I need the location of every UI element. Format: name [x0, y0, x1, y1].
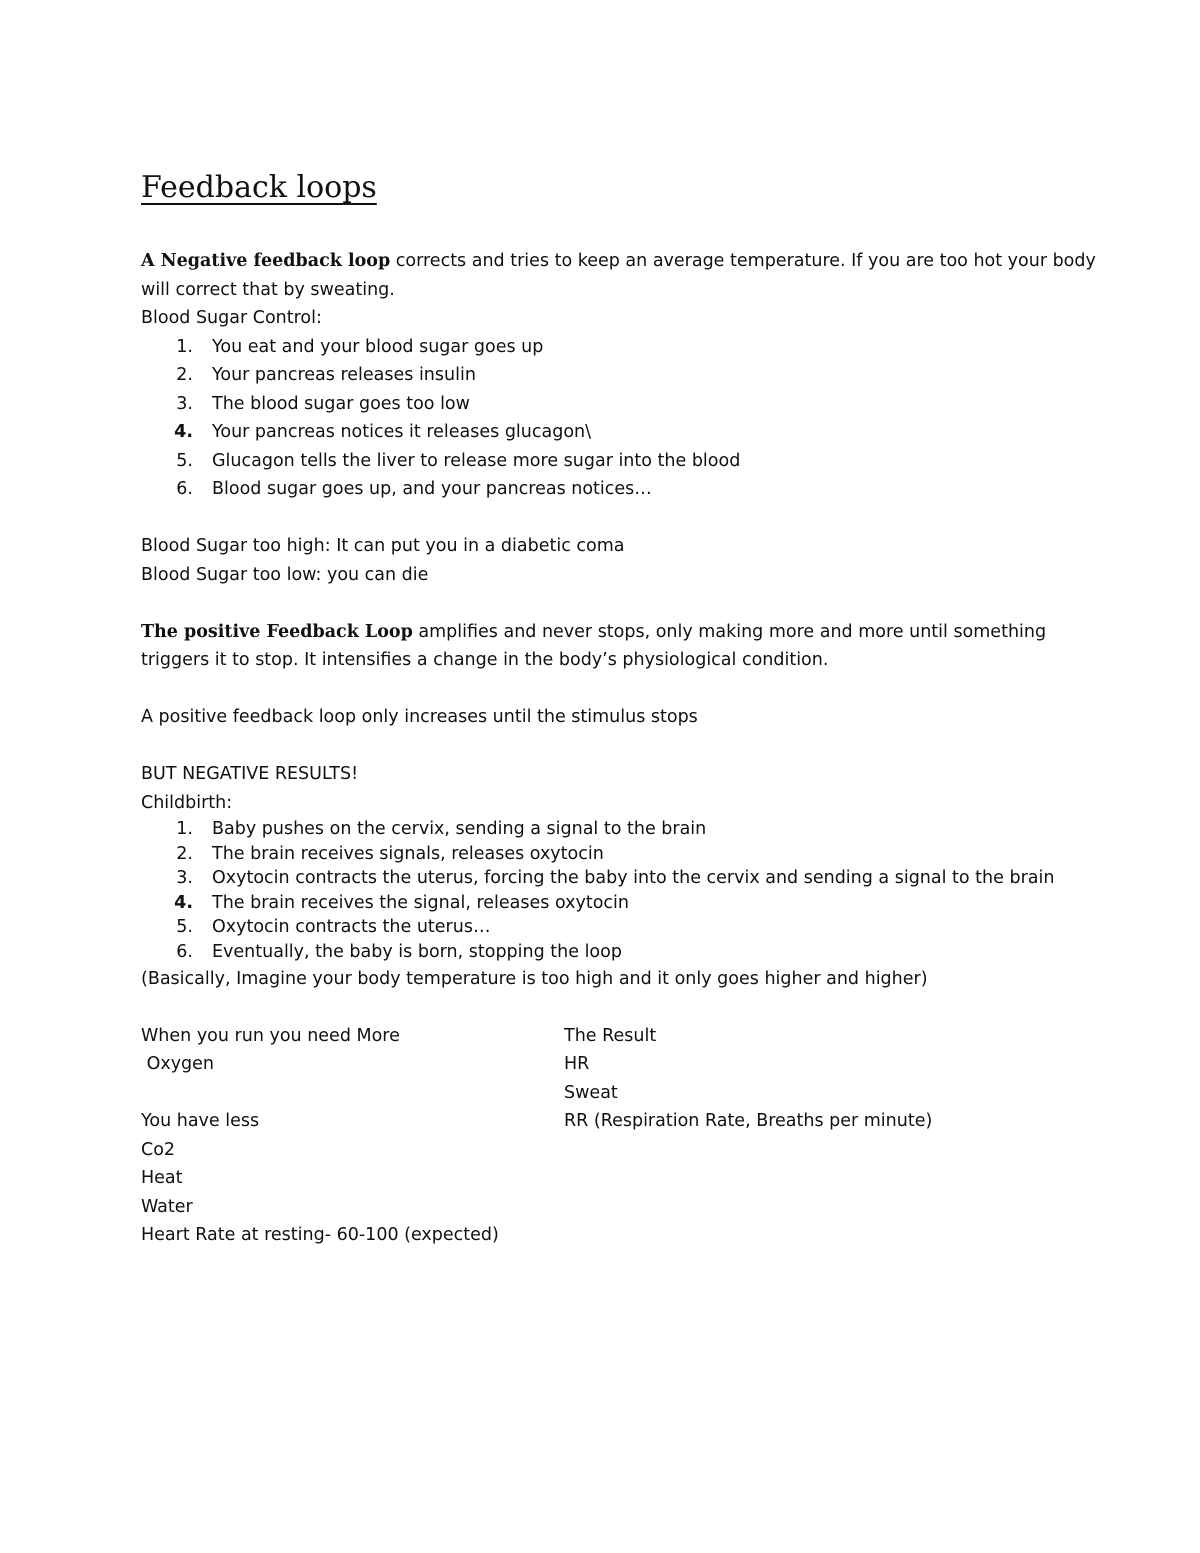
list-item: Water — [141, 1196, 193, 1217]
running-right-column — [564, 1022, 1064, 1136]
document-body — [141, 247, 1096, 1250]
list-item: The Result — [564, 1025, 657, 1046]
spacer — [141, 589, 1071, 618]
list-item: 3. Oxytocin contracts the uterus, forcing the baby into the cervix and sending a signal to the brain — [176, 868, 1055, 889]
spacer — [141, 504, 1071, 533]
list-item: 1. You eat and your blood sugar goes up — [176, 336, 544, 357]
negative-definition-text-1: corrects and tries to keep an average temperature. If you are too hot your body — [390, 251, 1096, 271]
blood-sugar-too-high: Blood Sugar too high: It can put you in a diabetic coma — [141, 536, 625, 556]
positive-definition-line-1 — [141, 618, 1071, 647]
list-item: 6. Eventually, the baby is born, stopping the loop — [176, 941, 622, 962]
childbirth-heading: Childbirth: — [141, 792, 233, 813]
list-item: Oxygen — [141, 1054, 215, 1075]
positive-definition-text-1: amplifies and never stops, only making more and more until something — [412, 621, 1047, 642]
list-item: Co2 — [141, 1139, 176, 1160]
spacer — [141, 675, 1071, 704]
running-left-column — [141, 1022, 561, 1250]
list-item: 3. The blood sugar goes too low — [176, 393, 470, 414]
list-item: HR — [564, 1054, 590, 1075]
page-title: Feedback loops — [141, 170, 377, 205]
list-item: 1. Baby pushes on the cervix, sending a signal to the brain — [176, 819, 707, 839]
basically-note: (Basically, Imagine your body temperature is too high and it only goes higher and higher) — [141, 968, 928, 989]
list-item: 4. The brain receives the signal, releases oxytocin — [174, 892, 629, 913]
list-item: 5. Glucagon tells the liver to release more sugar into the blood — [176, 450, 741, 471]
list-item: 2. The brain receives signals, releases oxytocin — [176, 843, 604, 864]
positive-definition-line-2: triggers it to stop. It intensifies a change in the body’s physiological condition. — [141, 650, 829, 670]
childbirth-steps — [141, 817, 1071, 965]
positive-term: The positive Feedback Loop — [141, 621, 413, 642]
spacer — [141, 732, 1071, 761]
list-item: 6. Blood sugar goes up, and your pancreas notices… — [176, 479, 652, 499]
running-columns — [141, 1022, 1071, 1250]
list-item: Heart Rate at resting- 60-100 (expected) — [141, 1225, 499, 1246]
list-item: When you run you need More — [141, 1025, 400, 1046]
positive-summary: A positive feedback loop only increases until the stimulus stops — [141, 707, 698, 727]
list-item: 4. Your pancreas notices it releases glucagon\ — [174, 422, 592, 442]
list-item: You have less — [141, 1111, 260, 1132]
negative-results-heading: BUT NEGATIVE RESULTS! — [141, 764, 359, 784]
list-item: Sweat — [564, 1082, 618, 1103]
negative-definition-line-2: will correct that by sweating. — [141, 279, 395, 300]
list-item: Heat — [141, 1168, 183, 1189]
negative-definition-line-1 — [141, 247, 1096, 276]
blood-sugar-heading: Blood Sugar Control: — [141, 308, 322, 328]
negative-term: A Negative feedback loop — [141, 251, 391, 271]
spacer — [141, 993, 1071, 1022]
list-item: RR (Respiration Rate, Breaths per minute) — [564, 1111, 933, 1132]
list-item: 5. Oxytocin contracts the uterus… — [176, 917, 491, 938]
list-item — [141, 1079, 561, 1108]
list-item: 2. Your pancreas releases insulin — [176, 365, 476, 385]
blood-sugar-steps — [141, 333, 1071, 504]
blood-sugar-too-low: Blood Sugar too low: you can die — [141, 564, 429, 585]
